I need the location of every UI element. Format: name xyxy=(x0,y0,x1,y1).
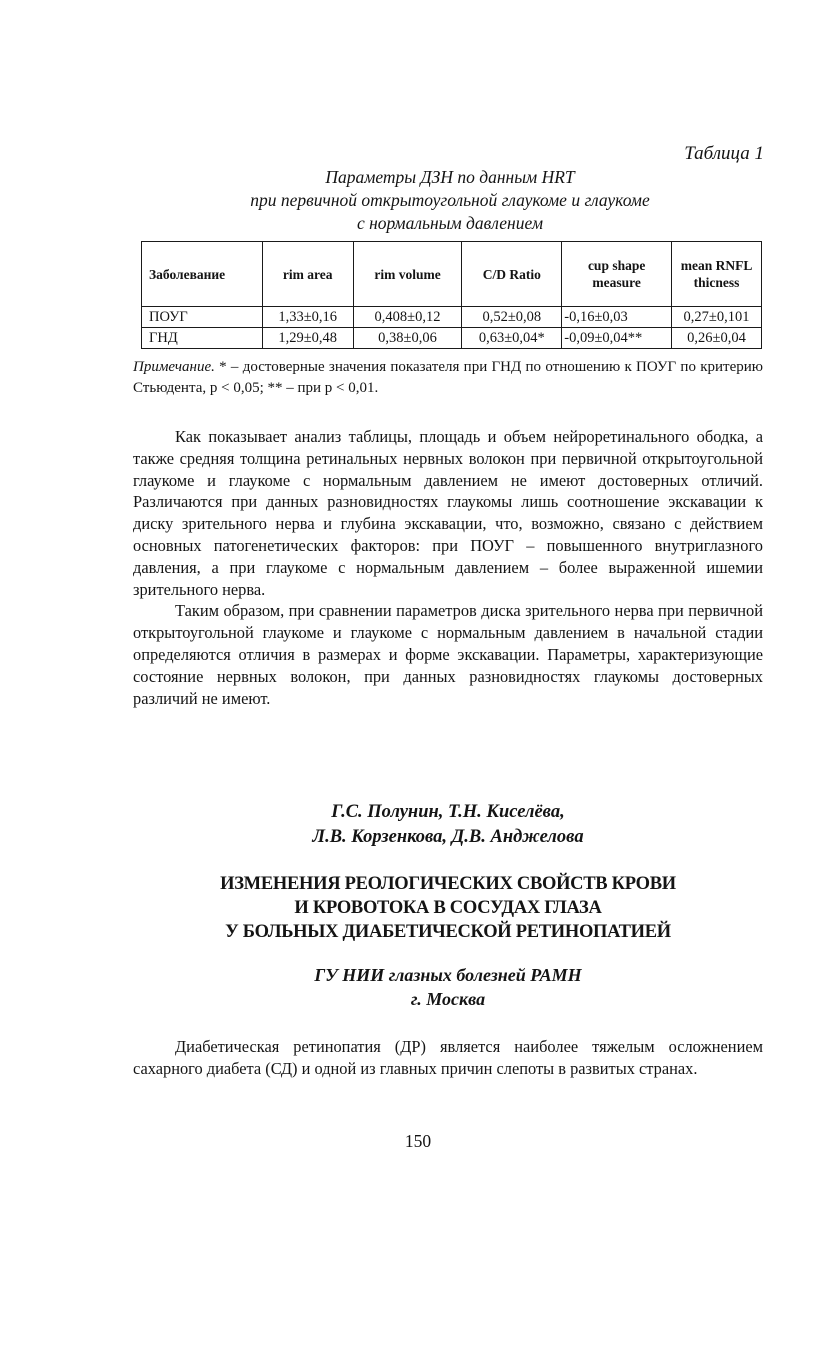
table-note xyxy=(133,357,763,399)
table-cell: 0,27±0,101 xyxy=(672,307,762,328)
paragraph: Как показывает анализ таблицы, площадь и объем нейроретинального ободка, а также средняя толщина ретинальных нервных волокон при первичной открытоугольной глаукоме и глаукоме с нормальным давлением не имеют достоверных отличий. Различаются при данных разновидностях глаукомы лишь соотношение экскавации к диску зрительного нерва и глубина экскавации, что, возможно, связано с действием основных патогенетических факторов: при ПОУГ – повышенного внутриглазного давления, а при глаукоме с нормальным давлением – более выраженной ишемии зрительного нерва. xyxy=(133,427,763,599)
authors-line: Л.В. Корзенкова, Д.В. Анджелова xyxy=(312,827,584,847)
column-header: cup shape measure xyxy=(562,242,672,307)
discussion-text xyxy=(133,426,763,709)
table-row xyxy=(142,307,762,328)
table-row xyxy=(142,328,762,349)
paragraph: Диабетическая ретинопатия (ДР) является наиболее тяжелым осложнением сахарного диабета (СД) и одной из главных причин слепоты в развитых странах. xyxy=(133,1037,763,1078)
table-title-line: при первичной открытоугольной глаукоме и глаукоме xyxy=(250,190,650,210)
article-authors xyxy=(133,800,763,850)
table-title xyxy=(130,166,770,235)
column-header: mean RNFL thicness xyxy=(672,242,762,307)
hrt-parameters-table xyxy=(141,241,762,349)
institution-line: ГУ НИИ глазных болезней РАМН xyxy=(314,965,582,985)
page-number: 150 xyxy=(404,1131,432,1151)
table-cell: 1,33±0,16 xyxy=(262,307,353,328)
table-number-label: Таблица 1 xyxy=(684,143,764,164)
column-header: rim volume xyxy=(353,242,462,307)
paragraph: Таким образом, при сравнении параметров диска зрительного нерва при первичной открытоугольной глаукоме и глаукоме с нормальным давлением в начальной стадии определяются отличия в размерах и форме экскавации. Параметры, характеризующие состояние нервных волокон, при данных разновидностях глаукомы достоверных различий не имеют. xyxy=(133,601,763,708)
title-line: У БОЛЬНЫХ ДИАБЕТИЧЕСКОЙ РЕТИНОПАТИЕЙ xyxy=(225,922,671,942)
column-header: Заболевание xyxy=(142,242,263,307)
table-header-row xyxy=(142,242,762,307)
article-institution xyxy=(133,963,763,1011)
title-line: И КРОВОТОКА В СОСУДАХ ГЛАЗА xyxy=(294,898,602,918)
column-header: rim area xyxy=(262,242,353,307)
article-intro xyxy=(133,1036,763,1080)
note-text: * – достоверные значения показателя при ГНД по отношению к ПОУГ по критерию Стьюдента, p < 0,05; ** – при p < 0,01. xyxy=(133,359,763,396)
table-cell: ГНД xyxy=(142,328,263,349)
table-cell: ПОУГ xyxy=(142,307,263,328)
article-title xyxy=(133,872,763,944)
table-cell: 0,408±0,12 xyxy=(353,307,462,328)
table-cell: -0,09±0,04** xyxy=(562,328,672,349)
table-cell: -0,16±0,03 xyxy=(562,307,672,328)
table-title-line: с нормальным давлением xyxy=(356,213,543,233)
table-title-line: Параметры ДЗН по данным HRT xyxy=(325,167,575,187)
table-cell: 0,38±0,06 xyxy=(353,328,462,349)
table-cell: 0,63±0,04* xyxy=(462,328,562,349)
table-cell: 0,52±0,08 xyxy=(462,307,562,328)
institution-line: г. Москва xyxy=(410,989,486,1009)
table-cell: 0,26±0,04 xyxy=(672,328,762,349)
table-cell: 1,29±0,48 xyxy=(262,328,353,349)
authors-line: Г.С. Полунин, Т.Н. Киселёва, xyxy=(331,802,565,822)
title-line: ИЗМЕНЕНИЯ РЕОЛОГИЧЕСКИХ СВОЙСТВ КРОВИ xyxy=(220,874,676,894)
note-label: Примечание. xyxy=(133,359,215,375)
column-header: C/D Ratio xyxy=(462,242,562,307)
